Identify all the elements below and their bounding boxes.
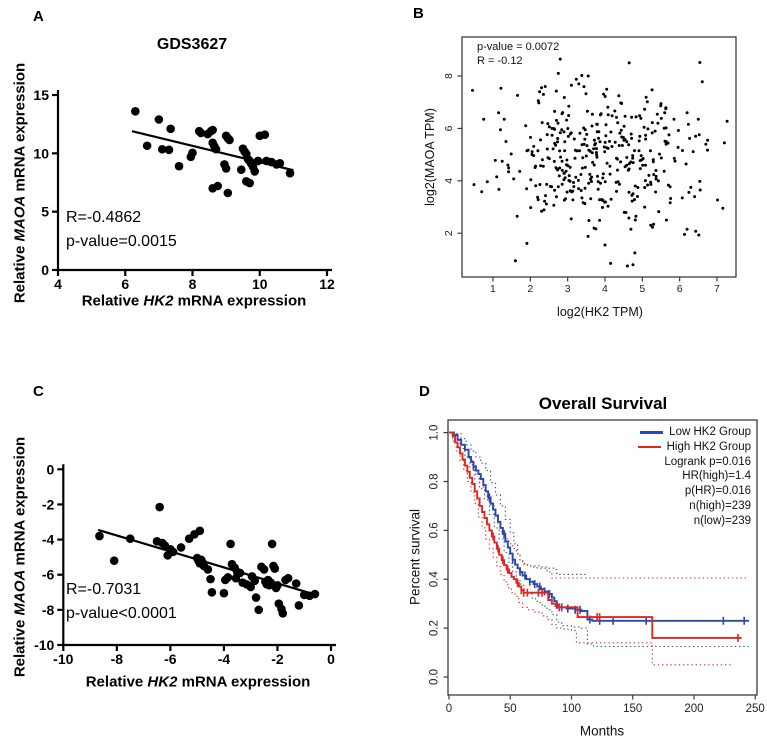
panel-a-r-value: R=-0.4862 [66,209,142,226]
svg-text:150: 150 [623,703,643,715]
svg-text:1: 1 [490,283,496,295]
svg-text:-8: -8 [110,651,124,667]
svg-text:6: 6 [676,283,683,295]
panel-c-letter: C [33,383,44,400]
panel-a-y-axis-label: Relative MAOA mRNA expression [11,62,29,304]
panel-b-y-axis-label: log2(MAOA TPM) [423,108,437,206]
legend-item-high-hk2 [638,440,751,455]
panel-c-y-axis-label: Relative MAOA mRNA expression [11,436,29,678]
low-hk2-line-swatch [640,431,663,433]
svg-text:12: 12 [319,276,335,292]
svg-text:0.4: 0.4 [428,571,441,588]
legend-logrank: Logrank p=0.016 [664,455,751,468]
svg-text:50: 50 [503,703,517,715]
svg-text:200: 200 [684,703,704,715]
legend-n-low: n(low)=239 [693,514,751,527]
svg-text:-2: -2 [41,496,55,513]
svg-text:-4: -4 [217,651,231,667]
legend-label-low-hk2: Low HK2 Group [669,426,751,438]
svg-text:0.8: 0.8 [428,473,441,490]
panel-b-p-value: p-value = 0.0072 [477,41,560,53]
panel-d-title: Overall Survival [538,394,668,413]
legend-item-low-hk2 [638,425,751,440]
panel-b-letter: B [413,5,424,22]
legend-label-high-hk2: High HK2 Group [666,440,751,453]
svg-text:5: 5 [639,283,646,295]
panel-b-r-value: R = -0.12 [477,55,523,67]
svg-text:-6: -6 [164,651,177,667]
svg-text:-4: -4 [41,531,55,548]
panel-c-p-value: p-value<0.0001 [66,605,177,622]
svg-text:250: 250 [745,703,765,715]
svg-text:6: 6 [443,125,455,132]
panel-a-x-axis-label: Relative HK2 mRNA expression [81,292,307,310]
panel-a-letter: A [33,8,44,25]
svg-text:6: 6 [121,276,130,292]
svg-text:-10: -10 [34,637,55,653]
svg-text:8: 8 [188,276,197,292]
svg-text:10: 10 [251,276,268,292]
panel-a-annotation [66,206,177,254]
legend-p-hr: p(HR)=0.016 [684,485,751,498]
panel-c-annotation [66,578,177,626]
panel-a-p-value: p-value=0.0015 [66,233,177,250]
svg-text:-10: -10 [53,651,74,667]
svg-text:4: 4 [54,276,62,292]
svg-text:-2: -2 [271,651,284,667]
panel-d-x-axis-label: Months [579,723,625,739]
svg-text:10: 10 [33,145,49,162]
svg-text:7: 7 [714,283,720,295]
svg-text:4: 4 [443,177,455,184]
svg-text:8: 8 [443,73,455,79]
panel-d-y-axis-label: Percent survival [407,508,423,606]
svg-text:-8: -8 [41,601,55,618]
legend-n-high: n(high)=239 [689,499,751,512]
svg-text:0: 0 [445,703,453,715]
svg-text:3: 3 [564,283,571,295]
panel-a-title: GDS3627 [156,36,228,53]
svg-text:-6: -6 [41,566,55,583]
svg-text:2: 2 [527,283,534,295]
svg-text:0: 0 [46,461,55,478]
panel-d-legend [638,425,751,529]
svg-text:0.6: 0.6 [428,522,441,539]
panel-c-r-value: R=-0.7031 [66,581,142,598]
svg-text:15: 15 [33,87,49,103]
svg-text:0: 0 [327,651,335,667]
svg-text:0.0: 0.0 [428,669,441,685]
svg-text:100: 100 [561,703,582,715]
svg-text:5: 5 [41,203,49,220]
svg-text:4: 4 [602,283,608,295]
svg-text:1.0: 1.0 [428,424,441,441]
svg-text:0: 0 [41,262,49,278]
legend-hr-high: HR(high)=1.4 [682,470,751,483]
svg-text:0.2: 0.2 [428,620,441,637]
high-hk2-line-swatch [638,446,661,448]
svg-text:2: 2 [443,230,455,237]
panel-c-x-axis-label: Relative HK2 mRNA expression [85,673,311,691]
panel-b-annotation [477,40,559,68]
panel-b-x-axis-label: log2(HK2 TPM) [557,305,643,319]
panel-d-letter: D [419,383,430,400]
